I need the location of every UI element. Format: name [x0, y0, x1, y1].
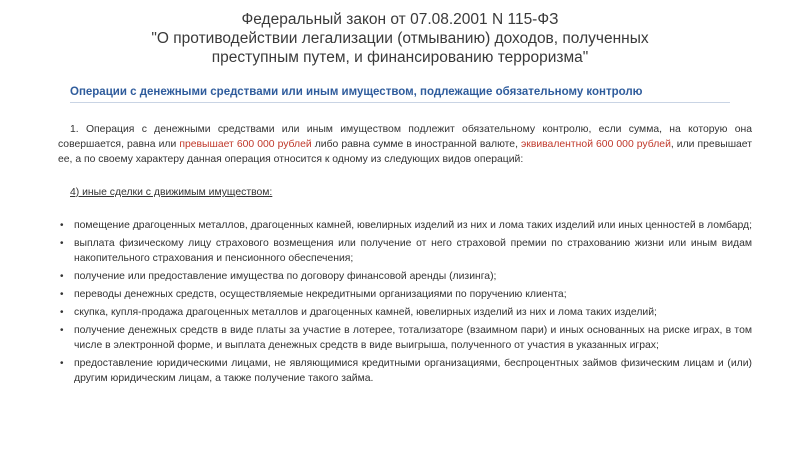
list-item: [58, 356, 752, 386]
paragraph-text: 1. Операция с денежными средствами или иным имуществом подлежит обязательному контролю, если сумма, на которую она совершается, равна или: [58, 124, 752, 150]
list-item: [58, 236, 752, 266]
document-body: [58, 122, 752, 389]
highlight-equivalent: эквивалентной 600 000 рублей: [520, 139, 671, 150]
list-item: [58, 218, 752, 233]
section-heading: 4) иные сделки с движимым имуществом:: [70, 187, 273, 198]
title-line-2: "О противодействии легализации (отмыванию) доходов, полученных: [151, 30, 649, 47]
list-item-text: получение денежных средств в виде платы за участие в лотерее, тотализаторе (взаимном пари) и иных основанных на риске играх, в том числе в электронной форме, и выплата денежных средств в виде выигрыша, полученного от участия в указанных играх;: [74, 325, 752, 351]
highlight-amount: превышает 600 000 рублей: [179, 139, 312, 150]
list-item-text: скупка, купля-продажа драгоценных металлов и драгоценных камней, ювелирных изделий из них и лома таких изделий;: [74, 307, 657, 318]
bullet-icon: •: [60, 307, 64, 318]
list-item: [58, 323, 752, 353]
section-subtitle: Операции с денежными средствами или иным имуществом, подлежащие обязательному контролю: [70, 86, 730, 103]
paragraph-text: либо равна сумме в иностранной валюте,: [311, 139, 521, 150]
list-item-text: выплата физическому лицу страхового возмещения или получение от него страховой премии по страхованию жизни или иным видам накопительного страхования и пенсионного обеспечения;: [74, 238, 752, 264]
list-item: [58, 305, 752, 320]
list-item-text: получение или предоставление имущества по договору финансовой аренды (лизинга);: [74, 271, 497, 282]
operations-list: [58, 218, 752, 386]
paragraph-text: , или превышает ее, а по своему характеру данная операция относится к одному из следующих видов операций:: [58, 139, 752, 165]
intro-paragraph: [58, 122, 752, 167]
bullet-icon: •: [60, 358, 64, 369]
bullet-icon: •: [60, 271, 64, 282]
bullet-icon: •: [60, 289, 64, 300]
list-item-text: предоставление юридическими лицами, не являющимися кредитными организациями, беспроцентных займов физическим лицам и (или) другим юридическим лицам, а также получение такого займа.: [74, 358, 752, 384]
list-item-text: помещение драгоценных металлов, драгоценных камней, ювелирных изделий из них и лома таких изделий или иных ценностей в ломбард;: [74, 220, 752, 231]
bullet-icon: •: [60, 325, 64, 336]
list-item: [58, 287, 752, 302]
bullet-icon: •: [60, 220, 64, 231]
list-item-text: переводы денежных средств, осуществляемые некредитными организациями по поручению клиента;: [74, 289, 567, 300]
document-title: [0, 10, 800, 67]
bullet-icon: •: [60, 238, 64, 249]
list-item: [58, 269, 752, 284]
title-line-3: преступным путем, и финансированию терроризма": [211, 49, 589, 66]
title-line-1: Федеральный закон от 07.08.2001 N 115-ФЗ: [241, 11, 559, 28]
